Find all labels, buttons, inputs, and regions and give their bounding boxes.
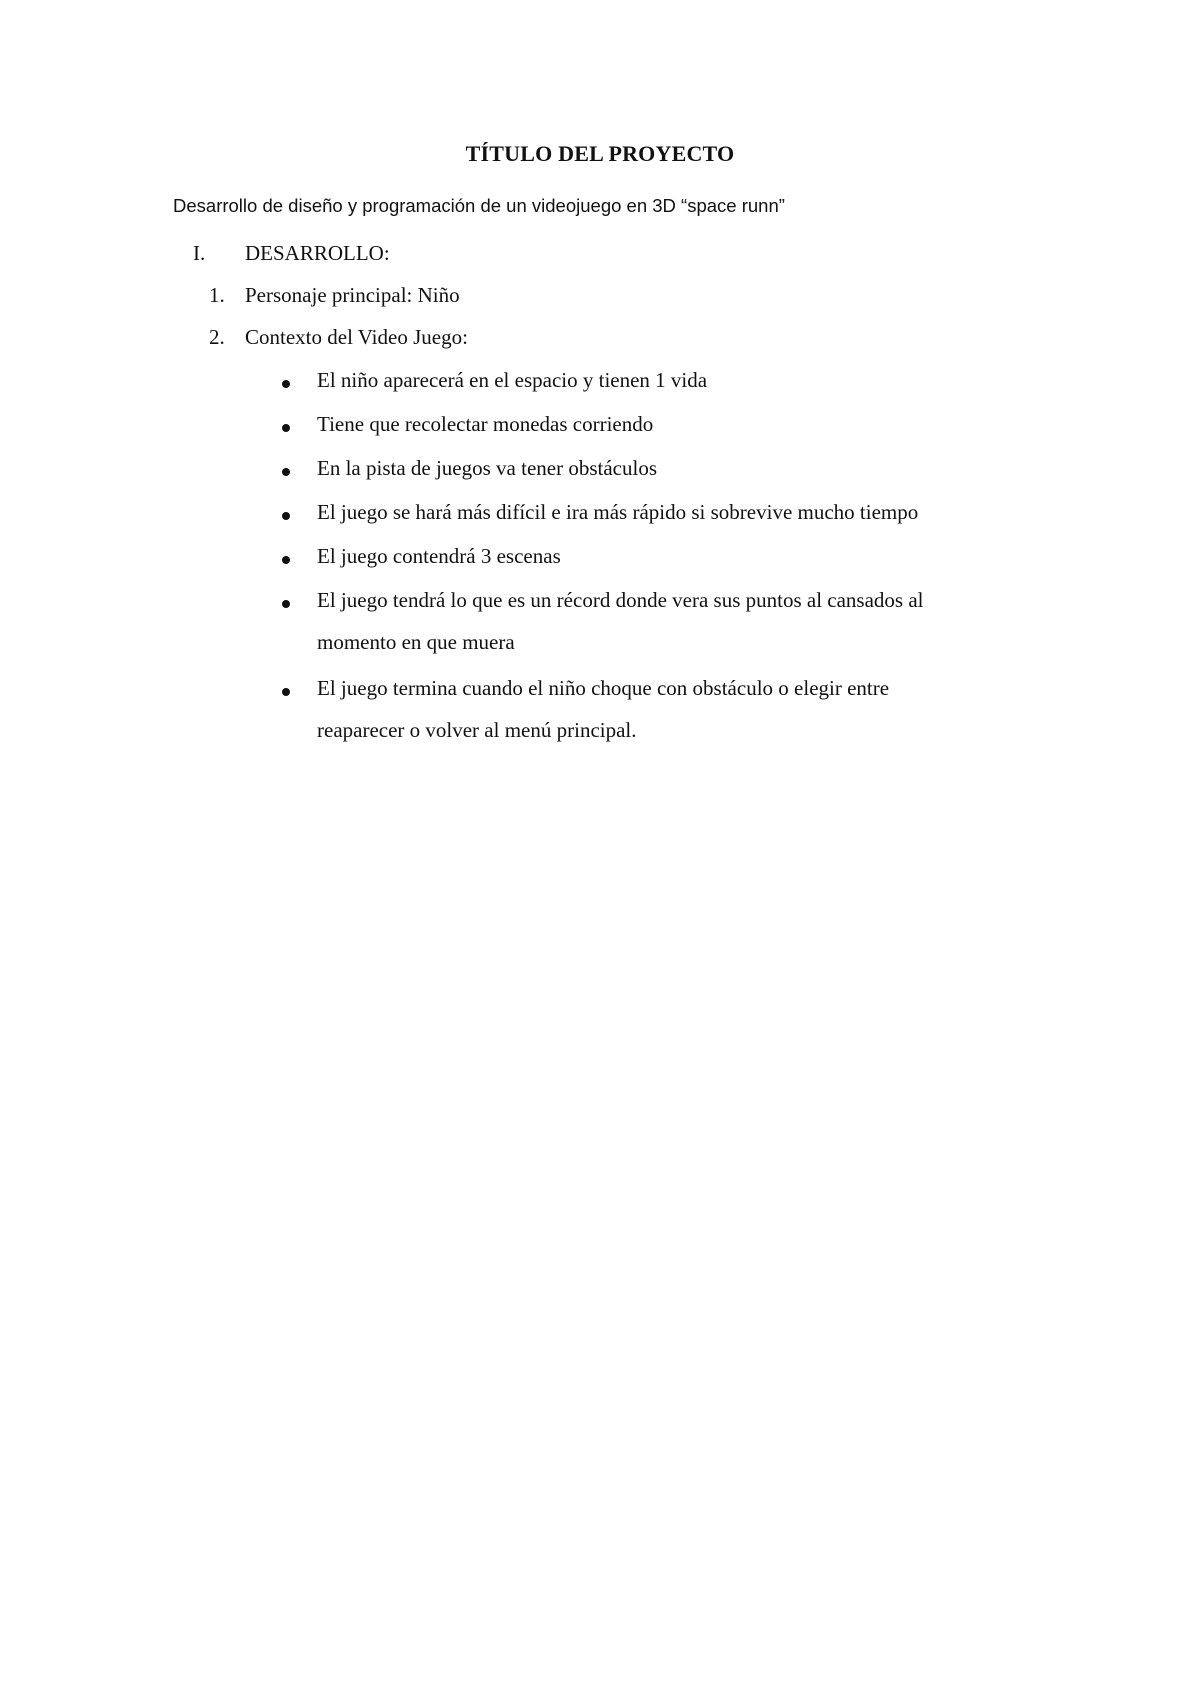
bullet-item-continuation: reaparecer o volver al menú principal. (317, 718, 637, 742)
bullet-item-continuation: momento en que muera (317, 630, 515, 654)
numbered-item: Personaje principal: Niño (245, 283, 460, 307)
bullet-icon (282, 556, 290, 564)
bullet-item: En la pista de juegos va tener obstáculos (317, 456, 657, 480)
bullet-item: Tiene que recolectar monedas corriendo (317, 412, 654, 436)
document-subtitle: Desarrollo de diseño y programación de un videojuego en 3D “space runn” (173, 195, 785, 216)
bullet-item: El juego se hará más difícil e ira más rápido si sobrevive mucho tiempo (317, 500, 919, 524)
numbered-marker: 1. (209, 283, 225, 307)
bullet-item: El juego termina cuando el niño choque con obstáculo o elegir entre (317, 676, 890, 700)
bullet-item: El juego tendrá lo que es un récord donde vera sus puntos al cansados al (317, 588, 924, 612)
bullet-icon (282, 600, 290, 608)
bullet-icon (282, 512, 290, 520)
section-heading: DESARROLLO: (245, 241, 390, 265)
numbered-marker: 2. (209, 325, 225, 349)
bullet-icon (282, 424, 290, 432)
bullet-icon (282, 380, 290, 388)
bullet-item: El niño aparecerá en el espacio y tienen 1 vida (317, 368, 708, 392)
document-title: TÍTULO DEL PROYECTO (465, 141, 735, 166)
bullet-item: El juego contendrá 3 escenas (317, 544, 561, 568)
numbered-item: Contexto del Video Juego: (245, 325, 468, 349)
bullet-icon (282, 468, 290, 476)
bullet-icon (282, 688, 290, 696)
section-marker: I. (193, 241, 206, 265)
